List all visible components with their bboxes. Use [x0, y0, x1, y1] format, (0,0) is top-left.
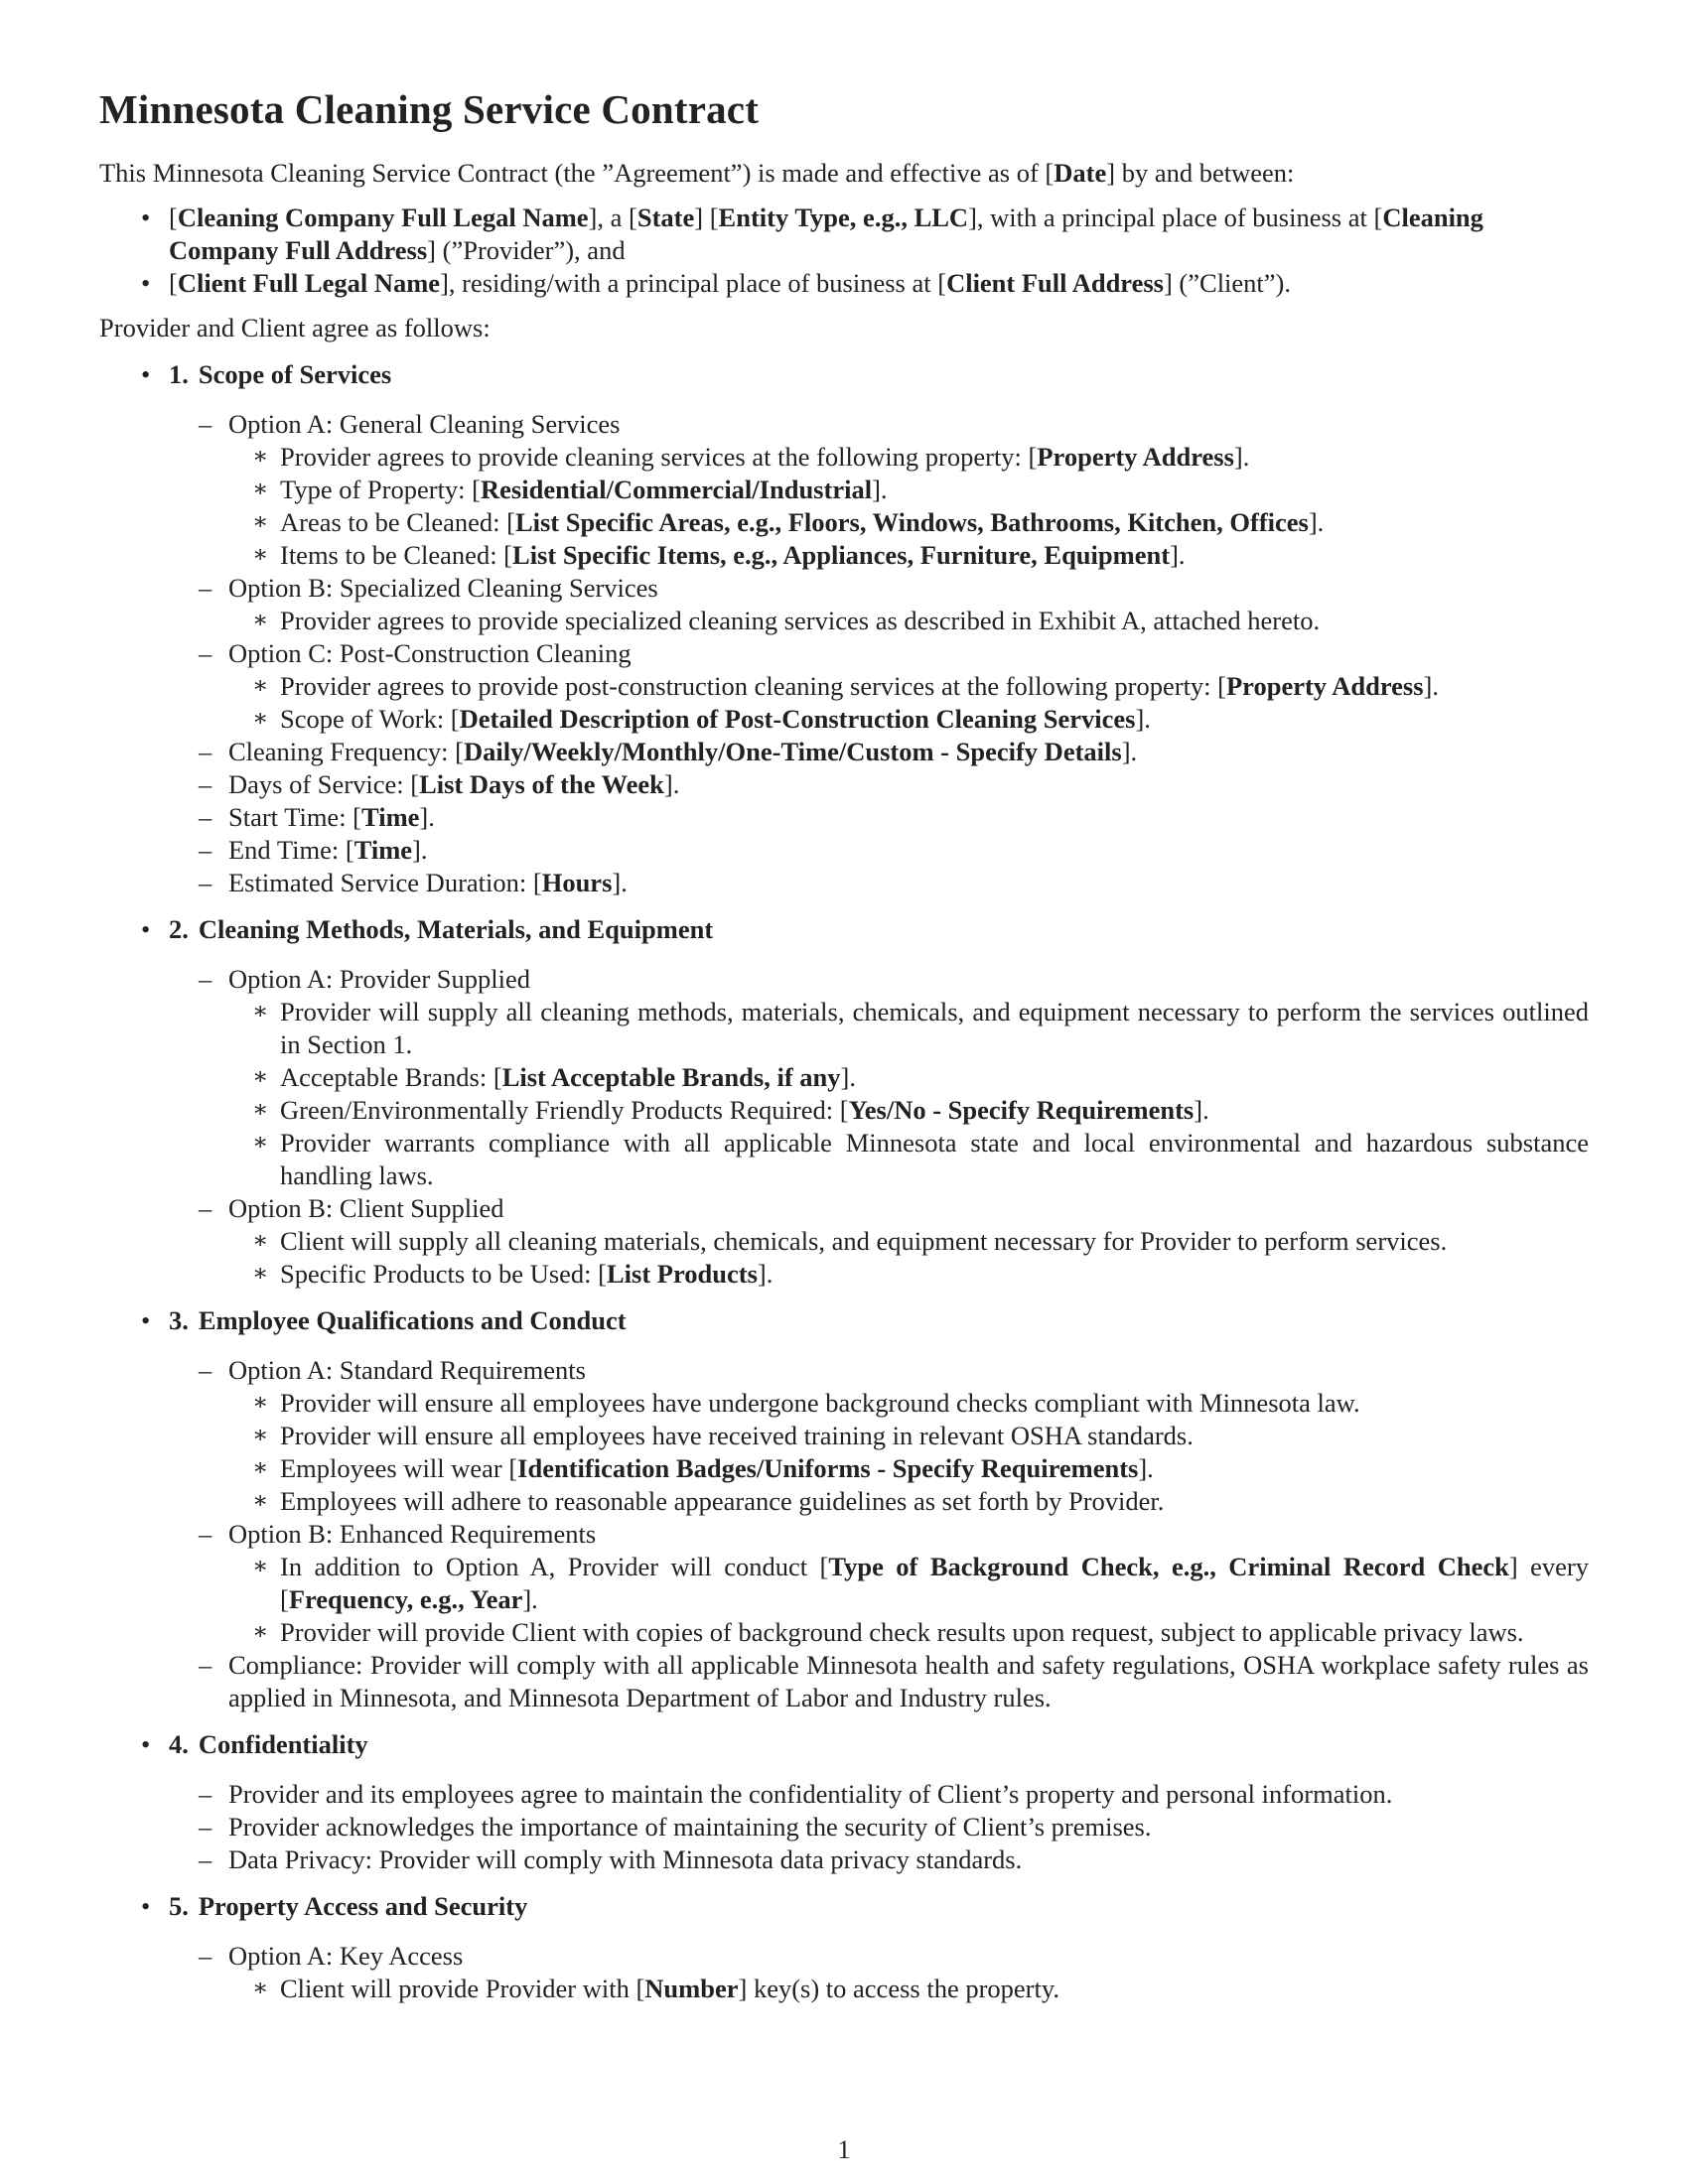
list-item: ∗ Employees will wear [Identification Badges/Uniforms - Specify Requirements].	[252, 1453, 1154, 1483]
parties-list	[99, 202, 1589, 300]
list-item: ∗ In addition to Option A, Provider will conduct [Type of Background Check, e.g., Criminal Record Check] every [Frequency, e.g., Year].	[252, 1552, 1589, 1614]
duration-item: – Estimated Service Duration: [Hours].	[199, 868, 628, 897]
section-cleaning-methods	[99, 913, 1589, 1291]
list-item: ∗ Provider agrees to provide cleaning services at the following property: [Property Address].	[252, 442, 1250, 472]
list-item: ∗ Type of Property: [Residential/Commercial/Industrial].	[252, 475, 888, 504]
option-item: – Option A: Key Access ∗ Client will provide Provider with [Number] key(s) to access the property.	[228, 1940, 1589, 2005]
list-item: – Provider acknowledges the importance of maintaining the security of Client’s premises.	[199, 1812, 1152, 1842]
list-item: ∗ Provider will ensure all employees have undergone background checks compliant with Minnesota law.	[252, 1388, 1360, 1418]
list-item: ∗ Provider agrees to provide specialized cleaning services as described in Exhibit A, attached hereto.	[252, 606, 1321, 635]
list-item: ∗ Provider warrants compliance with all applicable Minnesota state and local environmental and hazardous substance handling laws.	[252, 1128, 1589, 1190]
section-property-access	[99, 1890, 1589, 2005]
list-item: – Data Privacy: Provider will comply with Minnesota data privacy standards.	[199, 1844, 1023, 1874]
days-item: – Days of Service: [List Days of the Week].	[199, 769, 680, 799]
section-scope-of-services	[99, 358, 1589, 899]
section-heading: • 3. Employee Qualifications and Conduct	[169, 1305, 627, 1335]
section-employee-qualifications	[99, 1304, 1589, 1714]
list-item: ∗ Items to be Cleaned: [List Specific Items, e.g., Appliances, Furniture, Equipment].	[252, 540, 1186, 570]
intro-paragraph: This Minnesota Cleaning Service Contract (the ”Agreement”) is made and effective as of [Date] by and between:	[99, 158, 1295, 188]
option-item: – Option A: General Cleaning Services ∗ Provider agrees to provide cleaning services at the following property: [Property Address]. ∗ Type of Property: [Residential/Commercial/Industrial]. ∗ Areas to be Cleaned: [List Specific Areas, e.g., Floors, Windows, Bathrooms, Kitchen, Offices]. ∗ Items to be Cleaned: [List Specific Items, e.g., Appliances, Furniture, Equipment].	[228, 408, 1589, 572]
section-heading: • 2. Cleaning Methods, Materials, and Equipment	[169, 914, 714, 944]
list-item: ∗ Provider will supply all cleaning methods, materials, chemicals, and equipment necessary to perform the services outlined in Section 1.	[252, 997, 1589, 1059]
compliance-item: – Compliance: Provider will comply with all applicable Minnesota health and safety regulations, OSHA workplace safety rules as applied in Minnesota, and Minnesota Department of Labor and Industry rules.	[199, 1650, 1589, 1712]
option-item: – Option C: Post-Construction Cleaning ∗ Provider agrees to provide post-construction cleaning services at the following property: [Property Address]. ∗ Scope of Work: [Detailed Description of Post-Construction Cleaning Services].	[228, 637, 1589, 736]
frequency-item: – Cleaning Frequency: [Daily/Weekly/Monthly/One-Time/Custom - Specify Details].	[199, 737, 1138, 766]
list-item: ∗ Provider agrees to provide post-construction cleaning services at the following property: [Property Address].	[252, 671, 1439, 701]
list-item: ∗ Employees will adhere to reasonable appearance guidelines as set forth by Provider.	[252, 1486, 1165, 1516]
list-item: ∗ Provider will provide Client with copies of background check results upon request, subject to applicable privacy laws.	[252, 1617, 1524, 1647]
start-time-item: – Start Time: [Time].	[199, 802, 435, 832]
page-number: 1	[837, 2134, 851, 2164]
list-item: ∗ Specific Products to be Used: [List Products].	[252, 1259, 774, 1289]
list-item: – Provider and its employees agree to maintain the confidentiality of Client’s property and personal information.	[199, 1779, 1393, 1809]
party-provider: • [Cleaning Company Full Legal Name], a [State] [Entity Type, e.g., LLC], with a principal place of business at [Cleaning Company Full Address] (”Provider”), and	[169, 202, 1589, 267]
option-item: – Option A: Provider Supplied ∗ Provider will supply all cleaning methods, materials, chemicals, and equipment necessary to perform the services outlined in Section 1. ∗ Acceptable Brands: [List Acceptable Brands, if any]. ∗ Green/Environmentally Friendly Products Required: [Yes/No - Specify Requirements]. ∗ Provider warrants compliance with all applicable Minnesota state and local environmental and hazardous substance handling laws.	[199, 964, 1589, 1190]
option-item: – Option A: Standard Requirements ∗ Provider will ensure all employees have undergone background checks compliant with Minnesota law. ∗ Provider will ensure all employees have received training in relevant OSHA standards. ∗ Employees will wear [Identification Badges/Uniforms - Specify Requirements]. ∗ Employees will adhere to reasonable appearance guidelines as set forth by Provider.	[228, 1354, 1589, 1518]
section-heading: • 5. Property Access and Security	[169, 1891, 528, 1921]
section-heading: • 1. Scope of Services	[169, 359, 392, 389]
list-item: ∗ Acceptable Brands: [List Acceptable Brands, if any].	[252, 1062, 856, 1092]
list-item: ∗ Green/Environmentally Friendly Products Required: [Yes/No - Specify Requirements].	[252, 1095, 1209, 1125]
section-confidentiality	[99, 1728, 1589, 1876]
list-item: ∗ Client will supply all cleaning materials, chemicals, and equipment necessary for Provider to perform services.	[252, 1226, 1448, 1256]
list-item: ∗ Client will provide Provider with [Number] key(s) to access the property.	[252, 1974, 1060, 2003]
page-title: Minnesota Cleaning Service Contract	[99, 86, 760, 132]
option-item: – Option B: Client Supplied ∗ Client will supply all cleaning materials, chemicals, and equipment necessary for Provider to perform services. ∗ Specific Products to be Used: [List Products].	[228, 1192, 1589, 1291]
list-item: ∗ Areas to be Cleaned: [List Specific Areas, e.g., Floors, Windows, Bathrooms, Kitchen, Offices].	[252, 507, 1325, 537]
section-heading: • 4. Confidentiality	[169, 1729, 368, 1759]
party-client: • [Client Full Legal Name], residing/with a principal place of business at [Client Full Address] (”Client”).	[169, 267, 1589, 300]
option-item: – Option B: Enhanced Requirements ∗ In addition to Option A, Provider will conduct [Type of Background Check, e.g., Criminal Record Check] every [Frequency, e.g., Year]. ∗ Provider will provide Client with copies of background check results upon request, subject to applicable privacy laws.	[199, 1519, 1589, 1647]
list-item: ∗ Scope of Work: [Detailed Description of Post-Construction Cleaning Services].	[252, 704, 1151, 734]
end-time-item: – End Time: [Time].	[199, 835, 428, 865]
option-item: – Option B: Specialized Cleaning Services ∗ Provider agrees to provide specialized cleaning services as described in Exhibit A, attached hereto.	[228, 572, 1589, 637]
list-item: ∗ Provider will ensure all employees have received training in relevant OSHA standards.	[252, 1421, 1194, 1450]
agree-text: Provider and Client agree as follows:	[99, 313, 491, 342]
